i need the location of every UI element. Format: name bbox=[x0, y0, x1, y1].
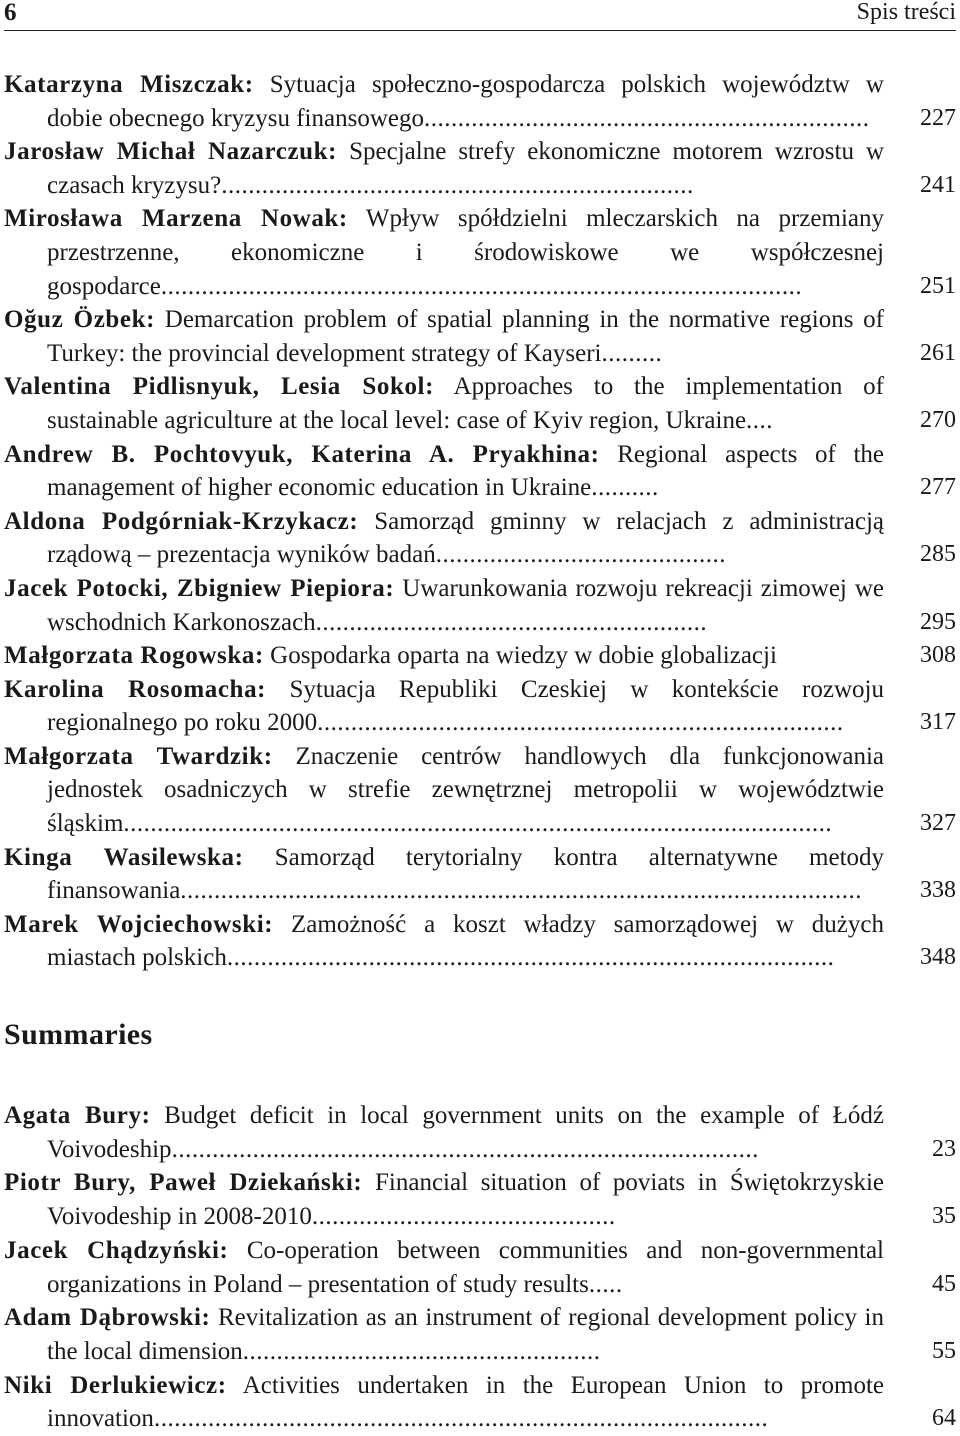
entry-title: Samorząd gminny w relacjach z administracją rządową – prezentacja wyników badań bbox=[47, 507, 885, 569]
dot-leader: ...................................................................... bbox=[221, 171, 694, 199]
dot-leader: ........................................................................................... bbox=[153, 1405, 769, 1433]
entry-authors: Małgorzata Twardzik: bbox=[4, 742, 273, 770]
toc-entry bbox=[4, 1301, 958, 1368]
entry-authors: Kinga Wasilewska: bbox=[4, 843, 244, 871]
toc-entry bbox=[4, 438, 958, 505]
dot-leader: ............................................. bbox=[311, 1203, 616, 1231]
dot-leader: ..................................................... bbox=[242, 1337, 601, 1365]
entry-page: 270 bbox=[920, 406, 956, 433]
dot-leader: ............................................................................................... bbox=[160, 272, 803, 300]
section-heading-summaries: Summaries bbox=[4, 1018, 153, 1051]
entry-authors: Agata Bury: bbox=[4, 1102, 151, 1129]
toc-entry bbox=[4, 1369, 958, 1436]
entry-title: Budget deficit in local government units on the example of Łódź Voivodeship bbox=[47, 1102, 885, 1163]
entry-page: 251 bbox=[920, 272, 956, 299]
toc-entry bbox=[4, 841, 958, 908]
dot-leader: ..................................................................................................... bbox=[180, 877, 863, 905]
dot-leader: .......................................................... bbox=[315, 608, 708, 636]
entry-authors: Valentina Pidlisnyuk, Lesia Sokol: bbox=[4, 373, 435, 401]
entry-page: 261 bbox=[920, 339, 956, 366]
toc-entry bbox=[4, 1099, 958, 1166]
entry-title: Uwarunkowania rozwoju rekreacji zimowej we wschodnich Karkonoszach bbox=[47, 574, 885, 636]
entry-title: Financial situation of poviats in Świętokrzyskie Voivodeship in 2008-2010 bbox=[47, 1169, 885, 1231]
entry-page: 327 bbox=[920, 810, 956, 837]
page-header bbox=[4, 0, 956, 31]
entry-page: 308 bbox=[920, 642, 956, 669]
toc-contents-list bbox=[4, 68, 958, 975]
dot-leader: ......................................................................................................... bbox=[123, 810, 833, 838]
entry-page: 227 bbox=[920, 104, 956, 131]
dot-leader: ......... bbox=[601, 339, 663, 367]
entry-authors: Małgorzata Rogowska: bbox=[4, 642, 264, 670]
entry-authors: Andrew B. Pochtovyuk, Katerina A. Pryakhina: bbox=[4, 440, 600, 468]
toc-entry bbox=[4, 908, 958, 975]
entry-page: 241 bbox=[920, 171, 956, 198]
entry-authors: Jacek Potocki, Zbigniew Piepiora: bbox=[4, 574, 395, 602]
entry-title: Revitalization as an instrument of regional development policy in the local dimension bbox=[47, 1304, 884, 1365]
entry-title: Gospodarka oparta na wiedzy w dobie globalizacji bbox=[270, 642, 777, 670]
toc-entry bbox=[4, 505, 958, 572]
entry-authors: Katarzyna Miszczak: bbox=[4, 71, 254, 98]
entry-title: Specjalne strefy ekonomiczne motorem wzrostu w czasach kryzysu? bbox=[47, 138, 885, 199]
entry-title: Samorząd terytorialny kontra alternatywne metody finansowania bbox=[47, 843, 885, 905]
entry-authors: Jacek Chądzyński: bbox=[4, 1236, 229, 1264]
entry-page: 285 bbox=[920, 541, 956, 568]
entry-authors: Jarosław Michał Nazarczuk: bbox=[4, 138, 338, 166]
entry-title: Sytuacja społeczno-gospodarcza polskich województw w dobie obecnego kryzysu finansowego bbox=[47, 71, 884, 132]
entry-page: 64 bbox=[932, 1405, 956, 1432]
entry-page: 23 bbox=[932, 1135, 956, 1162]
entry-authors: Adam Dąbrowski: bbox=[4, 1304, 211, 1332]
entry-page: 348 bbox=[920, 944, 956, 971]
entry-title: Approaches to the implementation of sustainable agriculture at the local level: case of Kyiv region, Ukraine bbox=[47, 373, 885, 434]
toc-summaries-list bbox=[4, 1099, 958, 1436]
dot-leader: ........................................... bbox=[435, 541, 726, 569]
entry-title: Co-operation between communities and non-governmental organizations in Poland – presentation of study results bbox=[47, 1236, 885, 1298]
entry-title: Sytuacja Republiki Czeskiej w kontekście rozwoju regionalnego po roku 2000 bbox=[47, 675, 884, 737]
toc-entry bbox=[4, 740, 958, 841]
entry-authors: Piotr Bury, Paweł Dziekański: bbox=[4, 1169, 363, 1197]
toc-entry bbox=[4, 639, 958, 673]
toc-entry bbox=[4, 1166, 958, 1233]
entry-page: 55 bbox=[932, 1337, 956, 1364]
entry-page: 295 bbox=[920, 608, 956, 635]
dot-leader: .............................................................................. bbox=[317, 709, 844, 737]
toc-entry bbox=[4, 673, 958, 740]
dot-leader: .... bbox=[746, 406, 774, 434]
dot-leader: ..... bbox=[588, 1270, 623, 1298]
toc-entry bbox=[4, 202, 958, 303]
entry-title: Wpływ spółdzielni mleczarskich na przemiany przestrzenne, ekonomiczne i środowiskowe we współczesnej gospodarce bbox=[47, 205, 884, 300]
entry-title: Regional aspects of the management of higher economic education in Ukraine bbox=[47, 440, 885, 502]
dot-leader: ....................................................................................... bbox=[171, 1135, 759, 1163]
toc-entry bbox=[4, 135, 958, 202]
entry-authors: Oğuz Özbek: bbox=[4, 306, 156, 334]
toc-entry bbox=[4, 68, 958, 135]
dot-leader: .......... bbox=[591, 474, 659, 502]
entry-page: 338 bbox=[920, 877, 956, 904]
running-title: Spis treści bbox=[856, 0, 956, 25]
toc-entry bbox=[4, 370, 958, 437]
entry-title: Activities undertaken in the European Union to promote innovation bbox=[47, 1371, 884, 1433]
page-number: 6 bbox=[4, 0, 17, 26]
toc-entry bbox=[4, 572, 958, 639]
toc-entry bbox=[4, 303, 958, 370]
entry-title: Znaczenie centrów handlowych dla funkcjonowania jednostek osadniczych w strefie zewnętrznej metropolii w województwie śląskim bbox=[47, 742, 884, 838]
toc-entry bbox=[4, 1234, 958, 1301]
dot-leader: .......................................................................................... bbox=[226, 944, 835, 972]
entry-title: Demarcation problem of spatial planning in the normative regions of Turkey: the provincial development strategy of Kayseri bbox=[47, 306, 884, 367]
entry-page: 35 bbox=[932, 1203, 956, 1230]
entry-authors: Marek Wojciechowski: bbox=[4, 910, 274, 938]
entry-page: 277 bbox=[920, 474, 956, 501]
entry-authors: Mirosława Marzena Nowak: bbox=[4, 205, 348, 233]
entry-authors: Niki Derlukiewicz: bbox=[4, 1371, 227, 1399]
entry-page: 317 bbox=[920, 709, 956, 736]
entry-title: Zamożność a koszt władzy samorządowej w dużych miastach polskich bbox=[47, 910, 884, 972]
entry-authors: Aldona Podgórniak-Krzykacz: bbox=[4, 507, 359, 535]
dot-leader: .................................................................. bbox=[423, 104, 870, 132]
entry-authors: Karolina Rosomacha: bbox=[4, 675, 267, 703]
entry-page: 45 bbox=[932, 1270, 956, 1297]
